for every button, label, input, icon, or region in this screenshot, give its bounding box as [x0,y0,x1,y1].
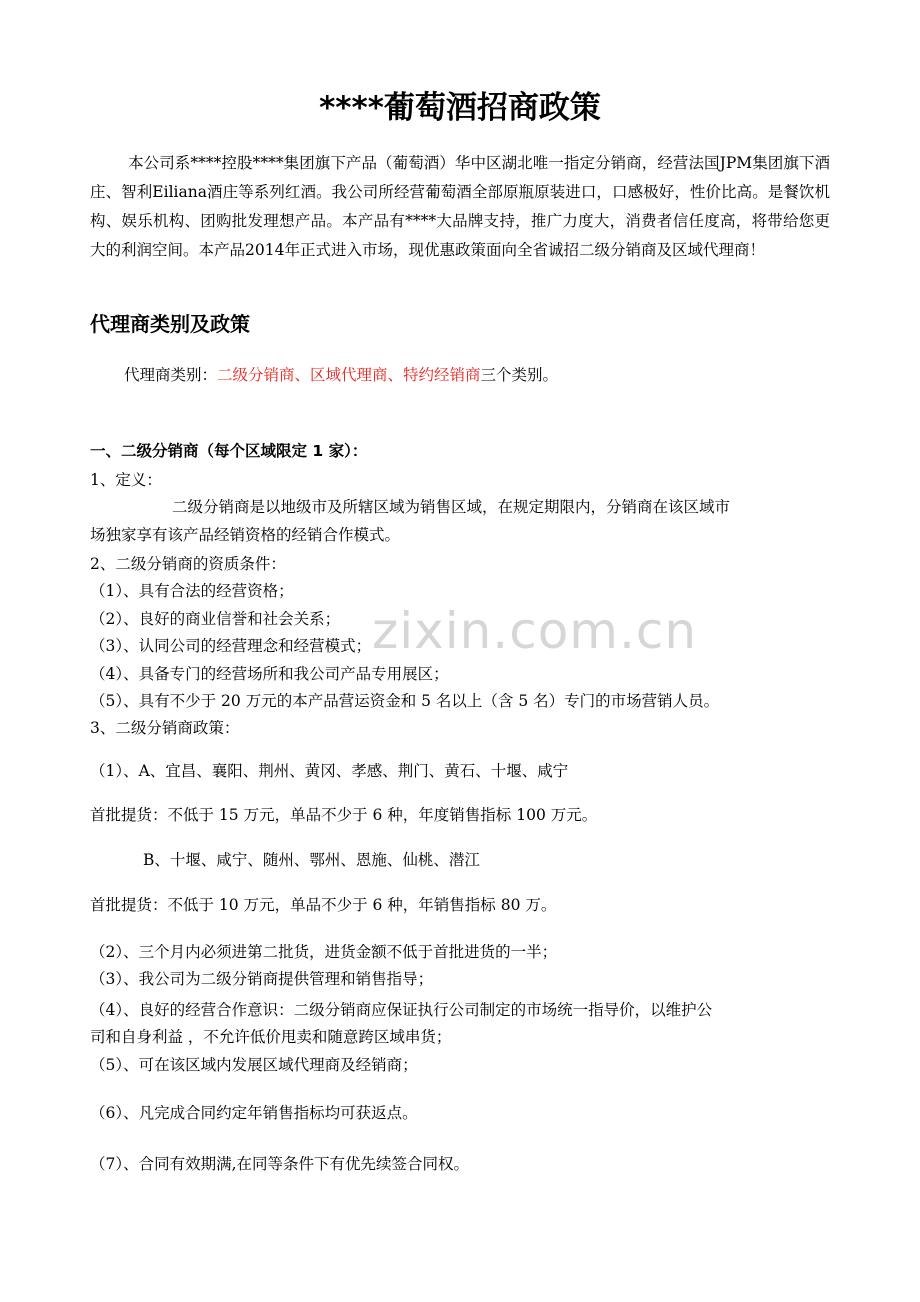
intro-text: 本公司系****控股****集团旗下产品（葡萄酒）华中区湖北唯一指定分销商，经营法国JPM集团旗下酒庄、智利Eiliana酒庄等系列红酒。我公司所经营葡萄酒全部原瓶原装进口，口感极好，性价比高。是餐饮机构、娱乐机构、团购批发理想产品。本产品有****大品牌支持，推广力度大，消费者信任度高，将带给您更大的利润空间。本产品2014年正式进入市场，现优惠政策面向全省诚招二级分销商及区域代理商！ [90,154,830,259]
qualification-item: （1）、具有合法的经营资格； [90,582,294,600]
section-title: 代理商类别及政策 [90,312,250,336]
policy-item-4-line-2: 司和自身利益 ，不允许低价甩卖和随意跨区域串货； [90,1028,452,1046]
policy-item-6: （6）、凡完成合同约定年销售指标均可获返点。 [90,1104,418,1122]
watermark: zixin.com.cn [372,602,698,660]
intro-paragraph [90,149,830,265]
policy-item-1b: B、十堰、咸宁、随州、鄂州、恩施、仙桃、潜江 [143,851,480,869]
definition-line-2: 场独家享有该产品经销资格的经销合作模式。 [90,526,401,544]
agent-categories [124,362,869,388]
policy-1a-terms: 首批提货：不低于 15 万元，单品不少于 6 种，年度销售指标 100 万元。 [90,806,598,824]
policy-item-4-line-1: （4）、良好的经营合作意识：二级分销商应保证执行公司制定的市场统一指导价，以维护公 [90,1001,713,1019]
definition-heading: 1、定义： [90,471,162,489]
qualification-item: （3）、认同公司的经营理念和经营模式； [90,637,372,655]
policy-item-7: （7）、合同有效期满,在同等条件下有优先续签合同权。 [90,1155,470,1173]
policy-item-3: （3）、我公司为二级分销商提供管理和销售指导； [90,970,434,988]
category-prefix: 代理商类别： [124,366,218,384]
policy-item-5: （5）、可在该区域内发展区域代理商及经销商； [90,1056,418,1074]
category-highlight: 二级分销商、区域代理商、特约经销商 [217,366,481,384]
policy-1b-terms: 首批提货：不低于 10 万元，单品不少于 6 种，年销售指标 80 万。 [90,896,557,914]
qualification-item: （4）、具备专门的经营场所和我公司产品专用展区； [90,665,449,683]
policy-item-1a: （1）、A、宜昌、襄阳、荆州、黄冈、孝感、荆门、黄石、十堰、咸宁 [90,762,569,780]
subsection-title: 一、二级分销商（每个区域限定 1 家）： [90,442,368,460]
document-title: ****葡萄酒招商政策 [319,90,601,126]
policy-item-2: （2）、三个月内必须进第二批货，进货金额不低于首批进货的一半； [90,943,558,961]
category-suffix: 三个类别。 [480,366,559,384]
definition-line-1: 二级分销商是以地级市及所辖区域为销售区域，在规定期限内，分销商在该区域市 [172,498,731,516]
qualification-heading: 2、二级分销商的资质条件： [90,555,286,573]
policy-heading: 3、二级分销商政策： [90,719,240,737]
qualification-item: （2）、良好的商业信誉和社会关系； [90,610,341,628]
qualification-item: （5）、具有不少于 20 万元的本产品营运资金和 5 名以上（含 5 名）专门的市场营销人员。 [90,692,720,710]
